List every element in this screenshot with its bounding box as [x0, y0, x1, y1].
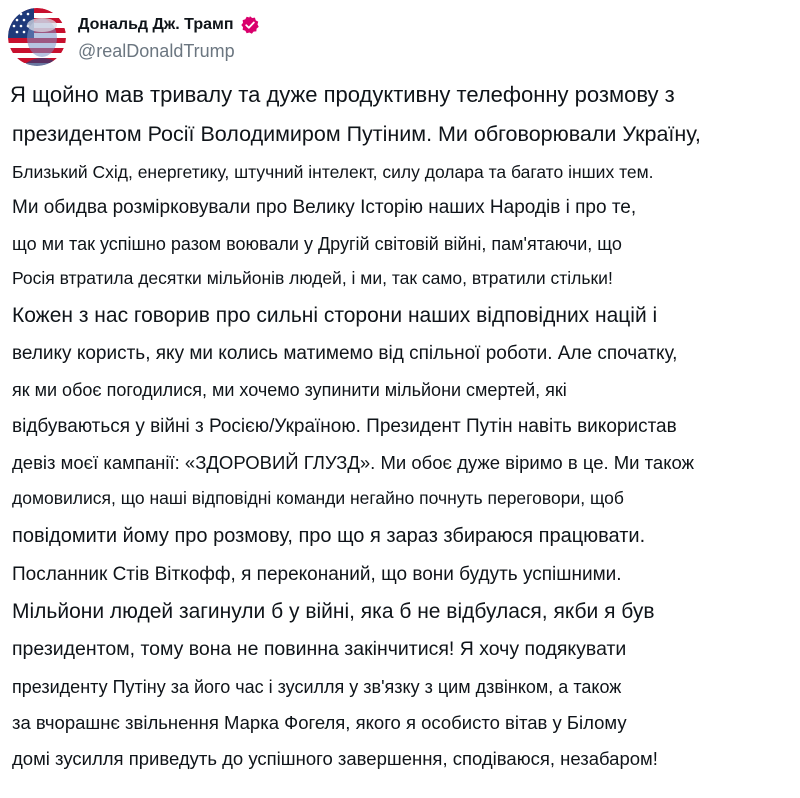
post-line: як ми обоє погодилися, ми хочемо зупинити мільйони смертей, які — [12, 380, 567, 400]
post-line: президентом Росії Володимиром Путіним. Ми обговорювали Україну, — [12, 122, 701, 146]
post-line: Мільйони людей загинули б у війні, яка б не відбулася, якби я був — [12, 600, 655, 623]
flag-portrait-avatar — [8, 8, 66, 66]
author-handle[interactable]: @realDonaldTrump — [78, 41, 235, 61]
post-line: Кожен з нас говорив про сильні сторони наших відповідних націй і — [12, 304, 658, 327]
post-header — [8, 6, 260, 68]
post-line: президентом, тому вона не повинна закінчитися! Я хочу подякувати — [12, 638, 627, 660]
post-line: велику користь, яку ми колись матимемо від спільної роботи. Але спочатку, — [12, 343, 678, 364]
post-line: Ми обидва розмірковували про Велику Історію наших Народів і про те, — [12, 197, 637, 218]
post-line: Посланник Стів Віткофф, я переконаний, що вони будуть успішними. — [12, 564, 622, 585]
author-name-row — [78, 12, 260, 38]
post-line: що ми так успішно разом воювали у Другій світовій війні, пам'ятаючи, що — [12, 234, 622, 254]
post-line: Росія втратила десятки мільйонів людей, і ми, так само, втратили стільки! — [12, 268, 613, 288]
post-line: повідомити йому про розмову, про що я зараз збираюся працювати. — [12, 525, 646, 547]
author-display-name[interactable]: Дональд Дж. Трамп — [78, 16, 234, 33]
post-line: за вчорашнє звільнення Марка Фогеля, якого я особисто вітав у Білому — [12, 712, 627, 733]
post-line: відбуваються у війні з Росією/Україною. Президент Путін навіть використав — [12, 416, 677, 437]
verified-badge-icon — [240, 15, 260, 35]
avatar[interactable] — [8, 8, 66, 66]
post-line: Я щойно мав тривалу та дуже продуктивну телефонну розмову з — [10, 82, 675, 107]
post-line: домовилися, що наші відповідні команди негайно почнуть переговори, щоб — [12, 488, 624, 508]
post-line: девіз моєї кампанії: «ЗДОРОВИЙ ГЛУЗД». Ми обоє дуже віримо в це. Ми також — [12, 452, 694, 473]
post-line: домі зусилля приведуть до успішного завершення, сподіваюся, незабаром! — [12, 748, 658, 769]
author-block — [78, 12, 260, 62]
post-line: Близький Схід, енергетику, штучний інтелект, силу долара та багато інших тем. — [12, 162, 654, 182]
post-line: президенту Путіну за його час і зусилля у зв'язку з цим дзвінком, а також — [12, 677, 622, 697]
